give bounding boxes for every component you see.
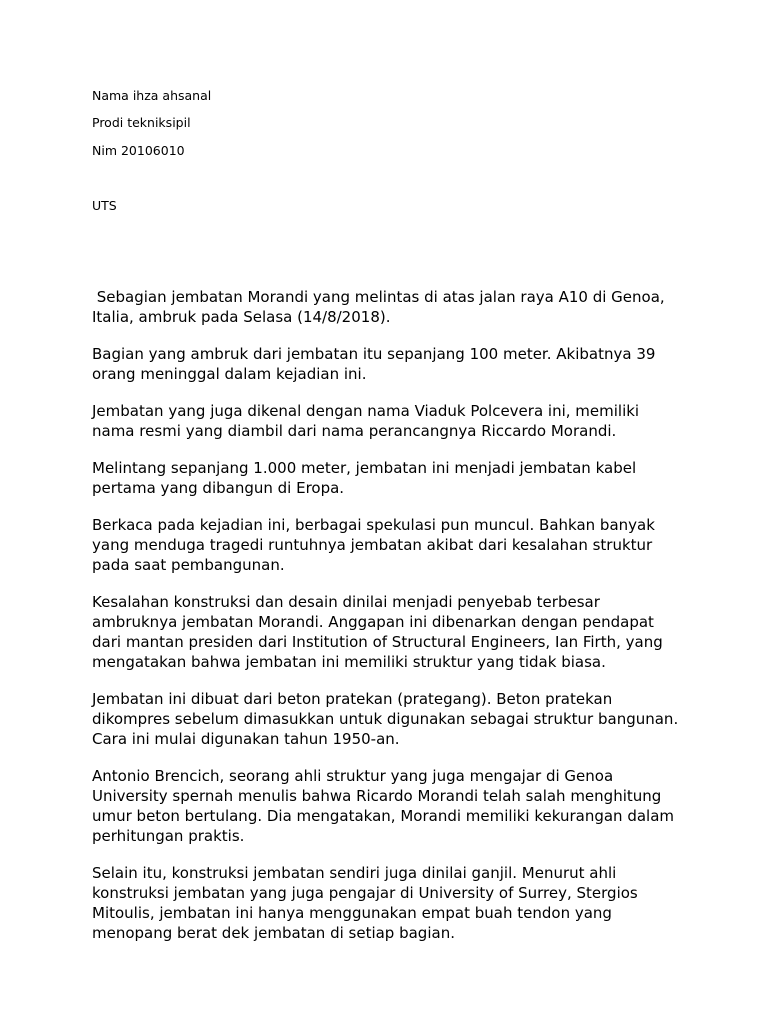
article-body <box>92 287 682 960</box>
paragraph-5: Berkaca pada kejadian ini, berbagai spekulasi pun muncul. Bahkan banyak yang menduga tragedi runtuhnya jembatan akibat dari kesalahan struktur pada saat pembangunan. <box>92 516 655 574</box>
study-program: Prodi tekniksipil <box>92 115 191 130</box>
paragraph-3: Jembatan yang juga dikenal dengan nama Viaduk Polcevera ini, memiliki nama resmi yang diambil dari nama perancangnya Riccardo Morandi. <box>92 402 640 440</box>
exam-label: UTS <box>92 198 117 213</box>
student-name: Nama ihza ahsanal <box>92 88 212 103</box>
student-id: Nim 20106010 <box>92 143 185 158</box>
paragraph-9: Selain itu, konstruksi jembatan sendiri juga dinilai ganjil. Menurut ahli konstruksi jembatan yang juga pengajar di University of Surrey, Stergios Mitoulis, jembatan ini hanya menggunakan empat buah tendon yang menopang berat dek jembatan di setiap bagian. <box>92 864 638 942</box>
paragraph-6: Kesalahan konstruksi dan desain dinilai menjadi penyebab terbesar ambruknya jembatan Morandi. Anggapan ini dibenarkan dengan pendapat dari mantan presiden dari Institution of Structural Engineers, Ian Firth, yang mengatakan bahwa jembatan ini memiliki struktur yang tidak biasa. <box>92 593 663 671</box>
paragraph-2: Bagian yang ambruk dari jembatan itu sepanjang 100 meter. Akibatnya 39 orang meninggal dalam kejadian ini. <box>92 345 656 383</box>
paragraph-7: Jembatan ini dibuat dari beton pratekan (prategang). Beton pratekan dikompres sebelum dimasukkan untuk digunakan sebagai struktur bangunan. Cara ini mulai digunakan tahun 1950-an. <box>92 690 679 748</box>
paragraph-8: Antonio Brencich, seorang ahli struktur yang juga mengajar di Genoa University spernah menulis bahwa Ricardo Morandi telah salah menghitung umur beton bertulang. Dia mengatakan, Morandi memiliki kekurangan dalam perhitungan praktis. <box>92 767 675 845</box>
paragraph-4: Melintang sepanjang 1.000 meter, jembatan ini menjadi jembatan kabel pertama yang dibangun di Eropa. <box>92 459 637 497</box>
paragraph-1: Sebagian jembatan Morandi yang melintas di atas jalan raya A10 di Genoa, Italia, ambruk pada Selasa (14/8/2018). <box>92 288 670 326</box>
